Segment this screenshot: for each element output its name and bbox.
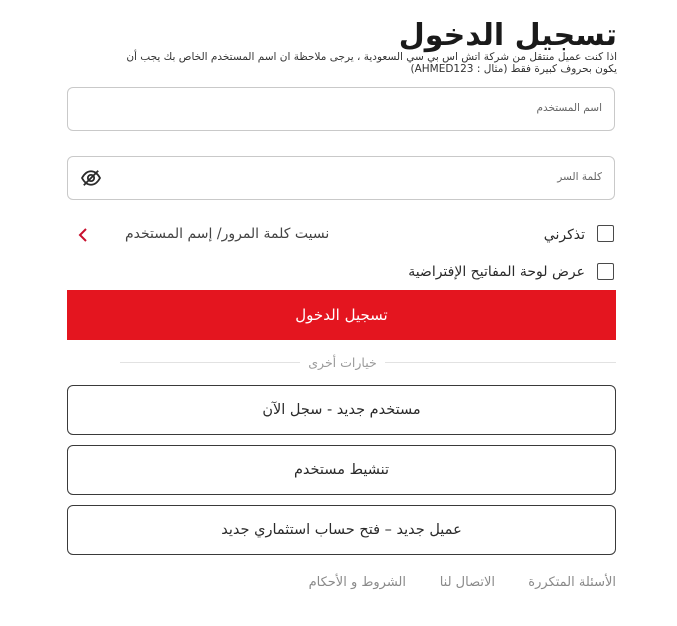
divider-line-left (120, 362, 300, 363)
virtual-keyboard-label: عرض لوحة المفاتيح الإفتراضية (408, 264, 585, 280)
subtitle-line-1: اذا كنت عميل منتقل من شركة اتش اس بي سي السعودية ، يرجى ملاحظة ان اسم المستخدم الخاص بك يجب أن (126, 51, 617, 63)
forgot-credentials-link[interactable]: نسيت كلمة المرور/ إسم المستخدم (125, 226, 330, 242)
remember-me-checkbox[interactable] (597, 225, 614, 242)
new-user-register-button[interactable]: مستخدم جديد - سجل الآن (67, 385, 616, 435)
login-button[interactable]: تسجيل الدخول (67, 290, 616, 340)
eye-slash-icon[interactable] (80, 169, 102, 187)
chevron-left-icon[interactable] (76, 227, 90, 243)
password-field[interactable] (67, 156, 615, 200)
password-label: كلمة السر (557, 171, 602, 183)
username-field[interactable] (67, 87, 615, 131)
divider-line-right (385, 362, 616, 363)
footer-contact-link[interactable]: الاتصال لنا (439, 575, 495, 590)
virtual-keyboard-checkbox[interactable] (597, 263, 614, 280)
activate-user-button[interactable]: تنشيط مستخدم (67, 445, 616, 495)
remember-me-label: تذكرني (543, 227, 585, 243)
other-options-title: خيارات أخرى (300, 355, 385, 370)
page-subtitle (5, 51, 617, 75)
subtitle-line-2: يكون بحروف كبيرة فقط (مثال : AHMED123) (410, 63, 617, 75)
page-title: تسجيل الدخول (398, 18, 617, 53)
footer-terms-link[interactable]: الشروط و الأحكام (308, 575, 406, 590)
new-customer-account-button[interactable]: عميل جديد – فتح حساب استثماري جديد (67, 505, 616, 555)
footer-faq-link[interactable]: الأسئلة المتكررة (528, 575, 616, 590)
username-label: اسم المستخدم (536, 102, 602, 114)
